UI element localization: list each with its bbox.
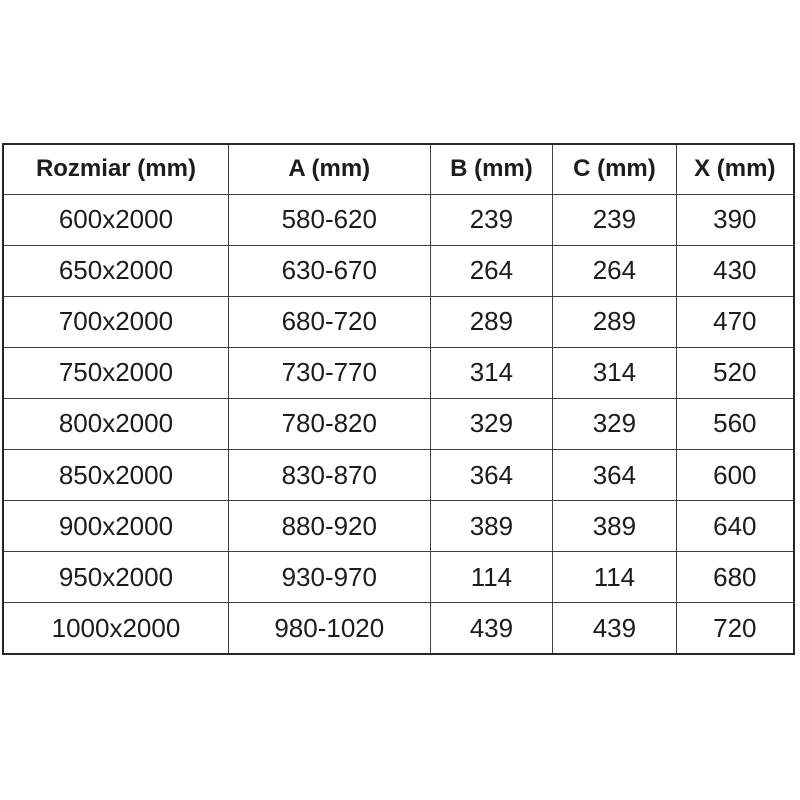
cell-a: 780-820: [228, 398, 430, 449]
cell-b: 389: [430, 501, 553, 552]
spec-table-header: [3, 144, 794, 194]
table-row: [3, 603, 794, 654]
cell-x: 640: [676, 501, 794, 552]
table-row: [3, 398, 794, 449]
cell-x: 600: [676, 450, 794, 501]
table-row: [3, 245, 794, 296]
table-row: [3, 450, 794, 501]
cell-c: 239: [553, 194, 676, 245]
cell-a: 930-970: [228, 552, 430, 603]
cell-x: 520: [676, 347, 794, 398]
table-row: [3, 552, 794, 603]
cell-b: 329: [430, 398, 553, 449]
cell-c: 389: [553, 501, 676, 552]
cell-a: 680-720: [228, 296, 430, 347]
cell-a: 730-770: [228, 347, 430, 398]
cell-c: 264: [553, 245, 676, 296]
col-header-c: C (mm): [553, 144, 676, 194]
cell-size: 900x2000: [3, 501, 228, 552]
col-header-x: X (mm): [676, 144, 794, 194]
table-row: [3, 296, 794, 347]
cell-c: 364: [553, 450, 676, 501]
cell-c: 439: [553, 603, 676, 654]
cell-a: 880-920: [228, 501, 430, 552]
size-spec-table: [2, 143, 795, 655]
cell-size: 600x2000: [3, 194, 228, 245]
cell-x: 680: [676, 552, 794, 603]
cell-c: 329: [553, 398, 676, 449]
cell-b: 264: [430, 245, 553, 296]
cell-x: 470: [676, 296, 794, 347]
table-row: [3, 347, 794, 398]
cell-c: 289: [553, 296, 676, 347]
col-header-rozmiar: Rozmiar (mm): [3, 144, 228, 194]
spec-table-body: [3, 194, 794, 654]
col-header-a: A (mm): [228, 144, 430, 194]
cell-b: 114: [430, 552, 553, 603]
cell-b: 239: [430, 194, 553, 245]
cell-x: 430: [676, 245, 794, 296]
cell-b: 364: [430, 450, 553, 501]
cell-size: 700x2000: [3, 296, 228, 347]
cell-c: 114: [553, 552, 676, 603]
cell-size: 650x2000: [3, 245, 228, 296]
col-header-b: B (mm): [430, 144, 553, 194]
cell-c: 314: [553, 347, 676, 398]
cell-size: 750x2000: [3, 347, 228, 398]
cell-a: 830-870: [228, 450, 430, 501]
cell-a: 980-1020: [228, 603, 430, 654]
cell-a: 580-620: [228, 194, 430, 245]
table-row: [3, 194, 794, 245]
cell-b: 439: [430, 603, 553, 654]
cell-x: 390: [676, 194, 794, 245]
cell-size: 850x2000: [3, 450, 228, 501]
cell-x: 720: [676, 603, 794, 654]
table-row: [3, 501, 794, 552]
cell-size: 800x2000: [3, 398, 228, 449]
cell-b: 314: [430, 347, 553, 398]
header-row: [3, 144, 794, 194]
cell-size: 1000x2000: [3, 603, 228, 654]
cell-a: 630-670: [228, 245, 430, 296]
cell-size: 950x2000: [3, 552, 228, 603]
cell-x: 560: [676, 398, 794, 449]
cell-b: 289: [430, 296, 553, 347]
